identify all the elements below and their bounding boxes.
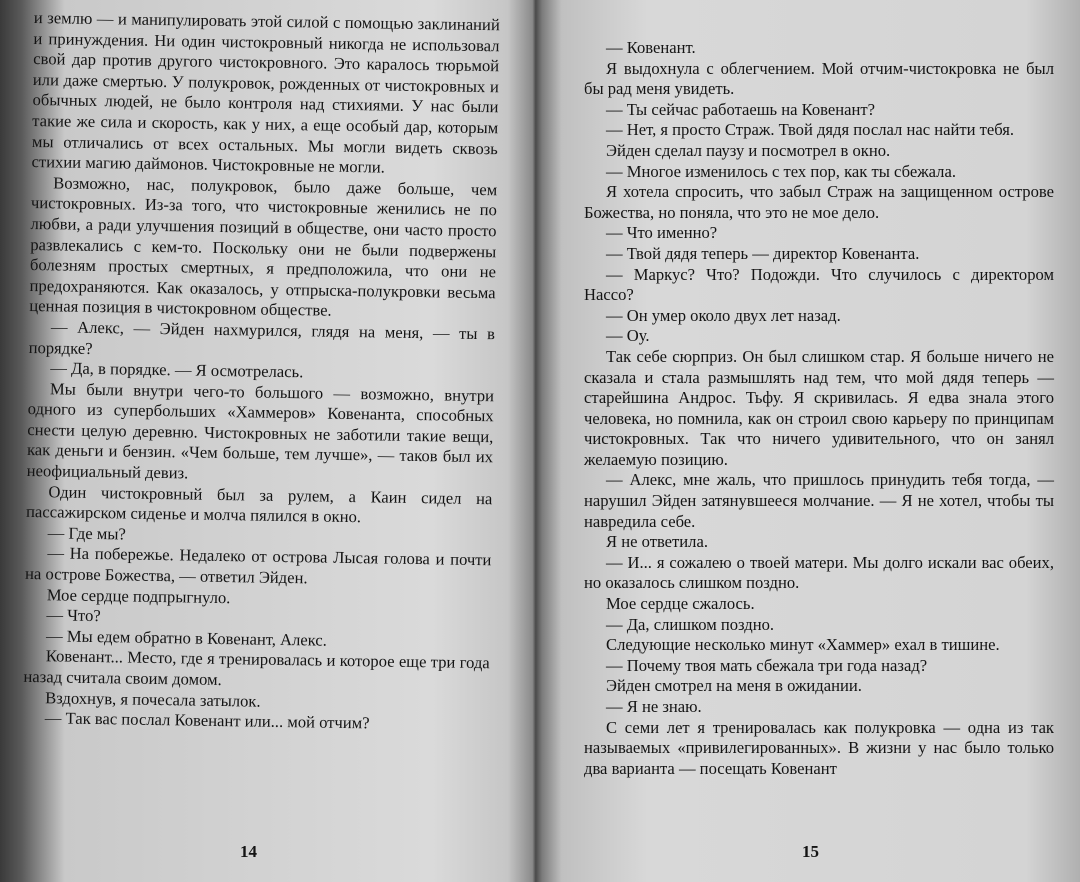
paragraph: и землю — и манипулировать этой силой с помощью заклинаний и принуждения. Ни один чистокровный никогда не использовал свой дар против другого чистокровного. Это каралось тюрьмой или даже смертью. У полукровок, рожденных от чистокровных и обычных людей, не было контроля над стихиями. У нас были такие же сила и скорость, как у них, а еще особый дар, которым мы отличались от всех остальных. Мы могли видеть сквозь стихии магию даймонов. Чистокровные не могли.	[31, 8, 500, 177]
paragraph: — Ты сейчас работаешь на Ковенант?	[606, 99, 876, 119]
right-page	[540, 0, 1080, 882]
paragraph: Я хотела спросить, что забыл Страж на защищенном острове Божества, но поняла, что это не мое дело.	[584, 182, 1054, 222]
paragraph: Мы были внутри чего-то большого — возможно, внутри одного из супербольших «Хаммеров» Ковенанта, способных снести целую деревню. Чистокровных не заботили такие вещи, как деньги и бензин. «Чем больше, тем лучше», — таков был их неофициальный девиз.	[26, 378, 495, 483]
paragraph: — Что?	[46, 605, 101, 626]
paragraph: — Что именно?	[606, 223, 718, 243]
page-number-left: 14	[240, 842, 257, 861]
paragraph: — Твой дядя теперь — директор Ковенанта.	[606, 243, 920, 263]
paragraph: — Он умер около двух лет назад.	[606, 305, 841, 325]
paragraph: — Да, в порядке. — Я осмотрелась.	[50, 358, 304, 382]
paragraph: — Многое изменилось с тех пор, как ты сбежала.	[606, 161, 956, 181]
paragraph: Эйден сделал паузу и посмотрел в окно.	[606, 140, 891, 160]
paragraph: Ковенант... Место, где я тренировалась и которое еще три года назад считала своим домом.	[23, 646, 490, 690]
paragraph: Мое сердце сжалось.	[606, 594, 755, 614]
paragraph: Я не ответила.	[606, 532, 708, 552]
page-number-right: 15	[802, 842, 819, 861]
right-page-text	[584, 38, 1054, 779]
paragraph: Возможно, нас, полукровок, было даже больше, чем чистокровных. Из-за того, что чистокровные женились не по любви, а ради улучшения позиций в обществе, они часто просто развлекались с кем-то. Поскольку они не были подвержены болезням простых смертных, я предположила, что они не предохраняются. Как оказалось, у отпрыска-полукровки весьма ценная позиция в чистокровном обществе.	[29, 173, 498, 321]
paragraph: — Где мы?	[47, 523, 126, 544]
paragraph: Мое сердце подпрыгнуло.	[46, 584, 231, 607]
paragraph: — Мы едем обратно в Ковенант, Алекс.	[45, 626, 328, 650]
paragraph: — На побережье. Недалеко от острова Лысая голова и почти на острове Божества, — ответил Эйден.	[24, 543, 492, 588]
paragraph: — Алекс, мне жаль, что пришлось принудить тебя тогда, — нарушил Эйден затянувшееся молчание. — Я не хотел, чтобы ты навредила себе.	[584, 470, 1054, 531]
paragraph: — Ковенант.	[606, 38, 696, 57]
paragraph: — Так вас послал Ковенант или... мой отчим?	[44, 708, 370, 733]
paragraph: Следующие несколько минут «Хаммер» ехал в тишине.	[606, 635, 1000, 655]
paragraph: Я выдохнула с облегчением. Мой отчим-чистокровка не был бы рад меня увидеть.	[584, 58, 1054, 99]
paragraph: — И... я сожалею о твоей матери. Мы долго искали вас обеих, но оказалось слишком поздно.	[584, 552, 1054, 593]
paragraph: — Маркус? Что? Подожди. Что случилось с директором Нассо?	[584, 264, 1054, 305]
left-page	[0, 0, 528, 882]
paragraph: С семи лет я тренировалась как полукровка — одна из так называемых «привилегированных». В жизни у нас было только два варианта — посещать Ковенант	[584, 717, 1054, 778]
paragraph: Эйден смотрел на меня в ожидании.	[606, 676, 862, 696]
paragraph: Вздохнув, я почесала затылок.	[45, 687, 261, 711]
paragraph: Один чистокровный был за рулем, а Каин сидел на пассажирском сиденье и молча пялился в окно.	[25, 481, 493, 527]
paragraph: — Почему твоя мать сбежала три года назад?	[606, 655, 928, 675]
paragraph: — Да, слишком поздно.	[606, 614, 775, 634]
left-page-text	[23, 8, 500, 736]
paragraph: — Алекс, — Эйден нахмурился, глядя на меня, — ты в порядке?	[28, 317, 496, 358]
paragraph: Так себе сюрприз. Он был слишком стар. Я больше ничего не сказала и стала размышлять над тем, что мой дядя теперь — старейшина Андрос. Тьфу. Я скривилась. Я едва знала этого человека, но помнила, как он строил свою карьеру по принципам чистокровных. Так что ничего удивительного, что он занял желаемую позицию.	[584, 346, 1054, 469]
paragraph: — Оу.	[606, 326, 650, 346]
paragraph: — Я не знаю.	[606, 697, 702, 716]
paragraph: — Нет, я просто Страж. Твой дядя послал нас найти тебя.	[606, 120, 1015, 140]
